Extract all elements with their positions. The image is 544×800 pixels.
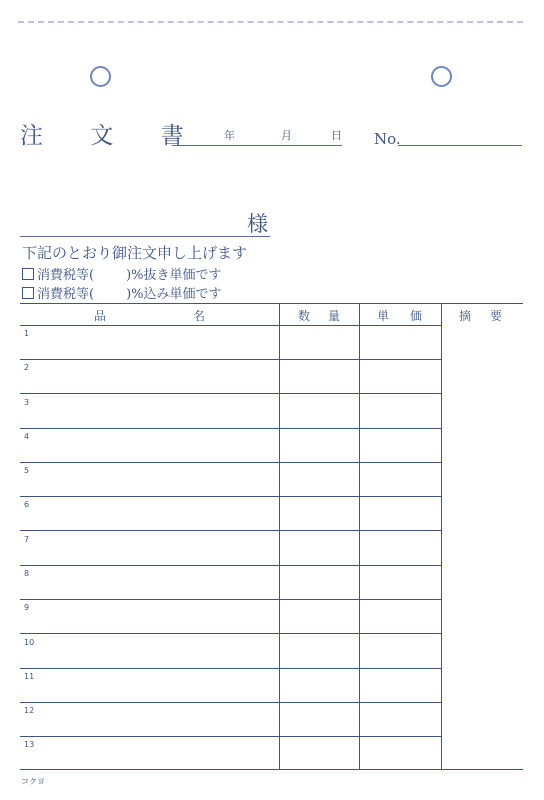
table-bottom-border <box>20 769 523 770</box>
row-number: 10 <box>24 638 35 647</box>
header-qty-char-1: 数 <box>298 309 317 323</box>
column-divider-price <box>441 303 442 769</box>
manufacturer-label: コクヨ <box>21 777 45 786</box>
row-separator <box>20 496 441 497</box>
date-field[interactable] <box>172 145 342 146</box>
row-separator <box>20 565 441 566</box>
date-day-label: 日 <box>331 129 342 142</box>
header-price-char-1: 単 <box>377 309 396 323</box>
date-year-label: 年 <box>224 129 235 142</box>
header-summary-char-1: 摘 <box>459 309 478 323</box>
tax-included-checkbox[interactable] <box>22 287 34 299</box>
tax-excluded-option <box>22 264 222 283</box>
row-number: 7 <box>24 535 30 544</box>
recipient-field[interactable] <box>20 236 270 237</box>
row-separator <box>20 393 441 394</box>
row-number: 6 <box>24 500 30 509</box>
table-top-border <box>20 303 523 304</box>
header-summary-char-2: 要 <box>490 309 509 323</box>
number-field[interactable] <box>398 145 522 146</box>
row-separator <box>20 668 441 669</box>
row-number: 1 <box>24 329 30 338</box>
header-qty-char-2: 量 <box>328 309 347 323</box>
table-header-border <box>20 325 441 326</box>
header-price-char-2: 価 <box>410 309 429 323</box>
punch-hole-right <box>431 66 452 87</box>
row-separator <box>20 462 441 463</box>
row-number: 3 <box>24 398 30 407</box>
row-separator <box>20 599 441 600</box>
row-separator <box>20 359 441 360</box>
tax-included-option <box>22 283 222 302</box>
row-number: 8 <box>24 569 30 578</box>
column-divider-item <box>279 303 280 769</box>
header-item-char-2: 名 <box>193 309 212 323</box>
row-number: 13 <box>24 740 35 749</box>
row-number: 12 <box>24 706 35 715</box>
form-title: 注 文 書 <box>20 123 204 149</box>
row-separator <box>20 530 441 531</box>
tax-excluded-prefix: 消費税等( <box>37 268 95 283</box>
tax-excluded-suffix: )%抜き単価です <box>126 268 222 283</box>
perforation-line <box>18 21 523 23</box>
order-intro-text: 下記のとおり御注文申し上げます <box>22 244 248 262</box>
row-separator <box>20 633 441 634</box>
row-number: 2 <box>24 363 30 372</box>
tax-excluded-checkbox[interactable] <box>22 268 34 280</box>
row-number: 11 <box>24 672 35 681</box>
row-number: 4 <box>24 432 30 441</box>
row-number: 5 <box>24 466 30 475</box>
row-number: 9 <box>24 603 30 612</box>
row-separator <box>20 428 441 429</box>
number-label: No. <box>374 130 401 148</box>
row-separator <box>20 736 441 737</box>
row-separator <box>20 702 441 703</box>
punch-hole-left <box>90 66 111 87</box>
tax-included-prefix: 消費税等( <box>37 287 95 302</box>
date-month-label: 月 <box>281 129 292 142</box>
tax-included-suffix: )%込み単価です <box>126 287 222 302</box>
header-item-char-1: 品 <box>94 309 113 323</box>
recipient-suffix: 様 <box>247 212 268 236</box>
column-divider-qty <box>359 303 360 769</box>
